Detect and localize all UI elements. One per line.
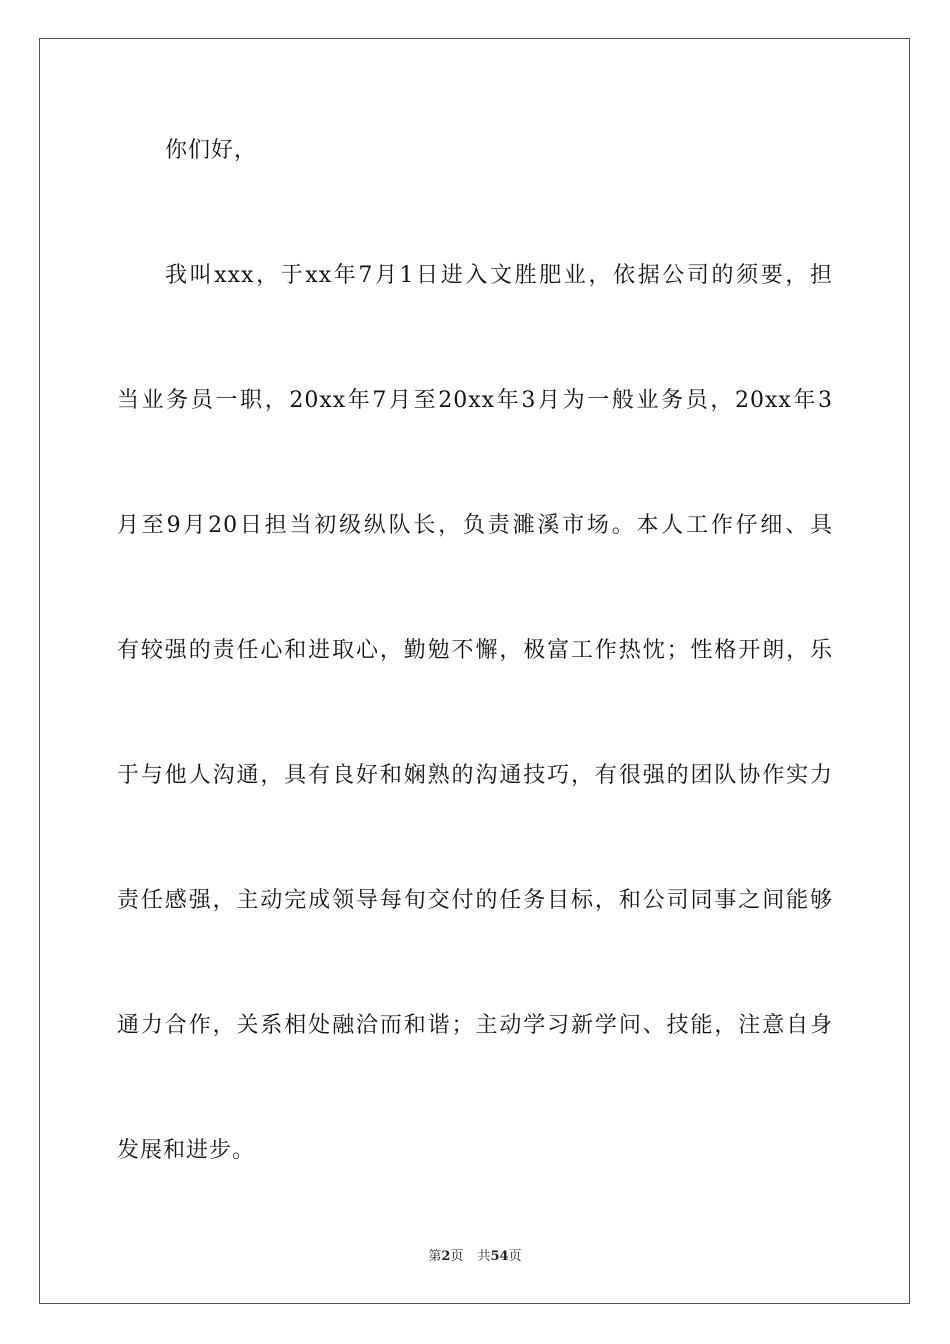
body-line-6: 责任感强，主动完成领导每旬交付的任务目标，和公司同事之间能够 xyxy=(117,888,833,913)
footer-page-prefix: 第 xyxy=(428,1249,442,1264)
footer-total-prefix: 共 xyxy=(477,1249,491,1264)
body-line-2: 当业务员一职，20xx年7月至20xx年3月为一般业务员，20xx年3 xyxy=(117,388,833,413)
page-footer xyxy=(0,1248,950,1266)
page-border xyxy=(39,38,910,1304)
body-line-3: 月至9月20日担当初级纵队长，负责濉溪市场。本人工作仔细、具 xyxy=(117,513,833,538)
body-line-7: 通力合作，关系相处融洽而和谐；主动学习新学问、技能，注意自身 xyxy=(117,1013,833,1038)
footer-page-suffix: 页 xyxy=(450,1249,464,1264)
body-line-4: 有较强的责任心和进取心，勤勉不懈，极富工作热忱；性格开朗，乐 xyxy=(117,638,833,663)
footer-total-pages: 54 xyxy=(490,1249,509,1264)
footer-total-suffix: 页 xyxy=(508,1249,522,1264)
footer-page-number: 2 xyxy=(441,1249,451,1264)
body-line-1: 我叫xxx，于xx年7月1日进入文胜肥业，依据公司的须要，担 xyxy=(165,263,833,288)
body-line-5: 于与他人沟通，具有良好和娴熟的沟通技巧，有很强的团队协作实力 xyxy=(117,763,833,788)
greeting-line: 你们好， xyxy=(165,138,258,163)
body-line-8: 发展和进步。 xyxy=(117,1138,256,1163)
